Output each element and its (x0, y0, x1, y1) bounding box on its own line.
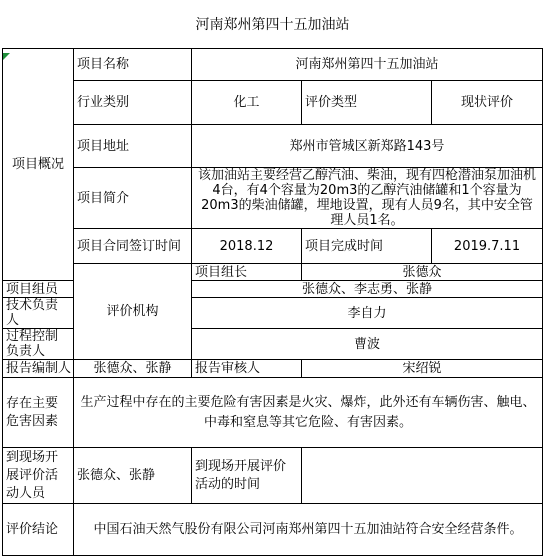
report-reviewer-value: 宋绍锐 (302, 360, 543, 378)
project-info-table (2, 48, 543, 556)
page-title: 河南郑州第四十五加油站 (195, 17, 350, 33)
site-time-value (302, 448, 543, 504)
table-row (3, 49, 543, 81)
cell-corner-marker (3, 53, 10, 60)
address-label: 项目地址 (74, 125, 192, 168)
leader-value: 张德众 (302, 264, 543, 281)
process-value: 曹波 (192, 329, 543, 360)
conclusion-value: 中国石油天然气股份有限公司河南郑州第四十五加油站符合安全经营条件。 (74, 504, 543, 556)
members-value: 张德众、李志勇、张静 (192, 281, 543, 298)
table-row (3, 360, 543, 378)
org-section-label: 评价机构 (74, 264, 192, 360)
table-row (3, 229, 543, 264)
conclusion-label: 评价结论 (3, 504, 74, 556)
intro-label: 项目简介 (74, 168, 192, 229)
tech-label: 技术负责人 (3, 298, 74, 329)
completion-label: 项目完成时间 (302, 229, 432, 264)
completion-value: 2019.7.11 (432, 229, 543, 264)
site-staff-label: 到现场开展评价活动人员 (3, 448, 74, 504)
table-row (3, 448, 543, 504)
eval-type-label: 评价类型 (302, 81, 432, 125)
project-name-label: 项目名称 (74, 49, 192, 81)
leader-label: 项目组长 (192, 264, 302, 281)
industry-label: 行业类别 (74, 81, 192, 125)
hazards-label: 存在主要危害因素 (3, 378, 74, 448)
overview-section-label: 项目概况 (3, 49, 74, 281)
project-name-value: 河南郑州第四十五加油站 (192, 49, 543, 81)
process-label: 过程控制负责人 (3, 329, 74, 360)
table-row (3, 81, 543, 125)
industry-value: 化工 (192, 81, 302, 125)
table-row (3, 378, 543, 448)
report-author-label: 报告编制人 (3, 360, 74, 378)
hazards-value: 生产过程中存在的主要危险有害因素是火灾、爆炸，此外还有车辆伤害、触电、中毒和窒息等其它危险、有害因素。 (74, 378, 543, 448)
report-reviewer-label: 报告审核人 (192, 360, 302, 378)
eval-type-value: 现状评价 (432, 81, 543, 125)
intro-value: 该加油站主要经营乙醇汽油、柴油，现有四枪潜油泵加油机4台，有4个容量为20m3的乙醇汽油储罐和1个容量为20m3的柴油储罐，埋地设置，现有人员9名，其中安全管理人员1名。 (192, 168, 543, 229)
table-row (3, 264, 543, 281)
table-row (3, 504, 543, 556)
contract-date-label: 项目合同签订时间 (74, 229, 192, 264)
address-value: 郑州市管城区新郑路143号 (192, 125, 543, 168)
site-staff-value: 张德众、张静 (74, 448, 192, 504)
report-author-value: 张德众、张静 (74, 360, 192, 378)
members-label: 项目组员 (3, 281, 74, 298)
table-row (3, 168, 543, 229)
site-time-label: 到现场开展评价活动的时间 (192, 448, 302, 504)
contract-date-value: 2018.12 (192, 229, 302, 264)
tech-value: 李自力 (192, 298, 543, 329)
table-row (3, 125, 543, 168)
